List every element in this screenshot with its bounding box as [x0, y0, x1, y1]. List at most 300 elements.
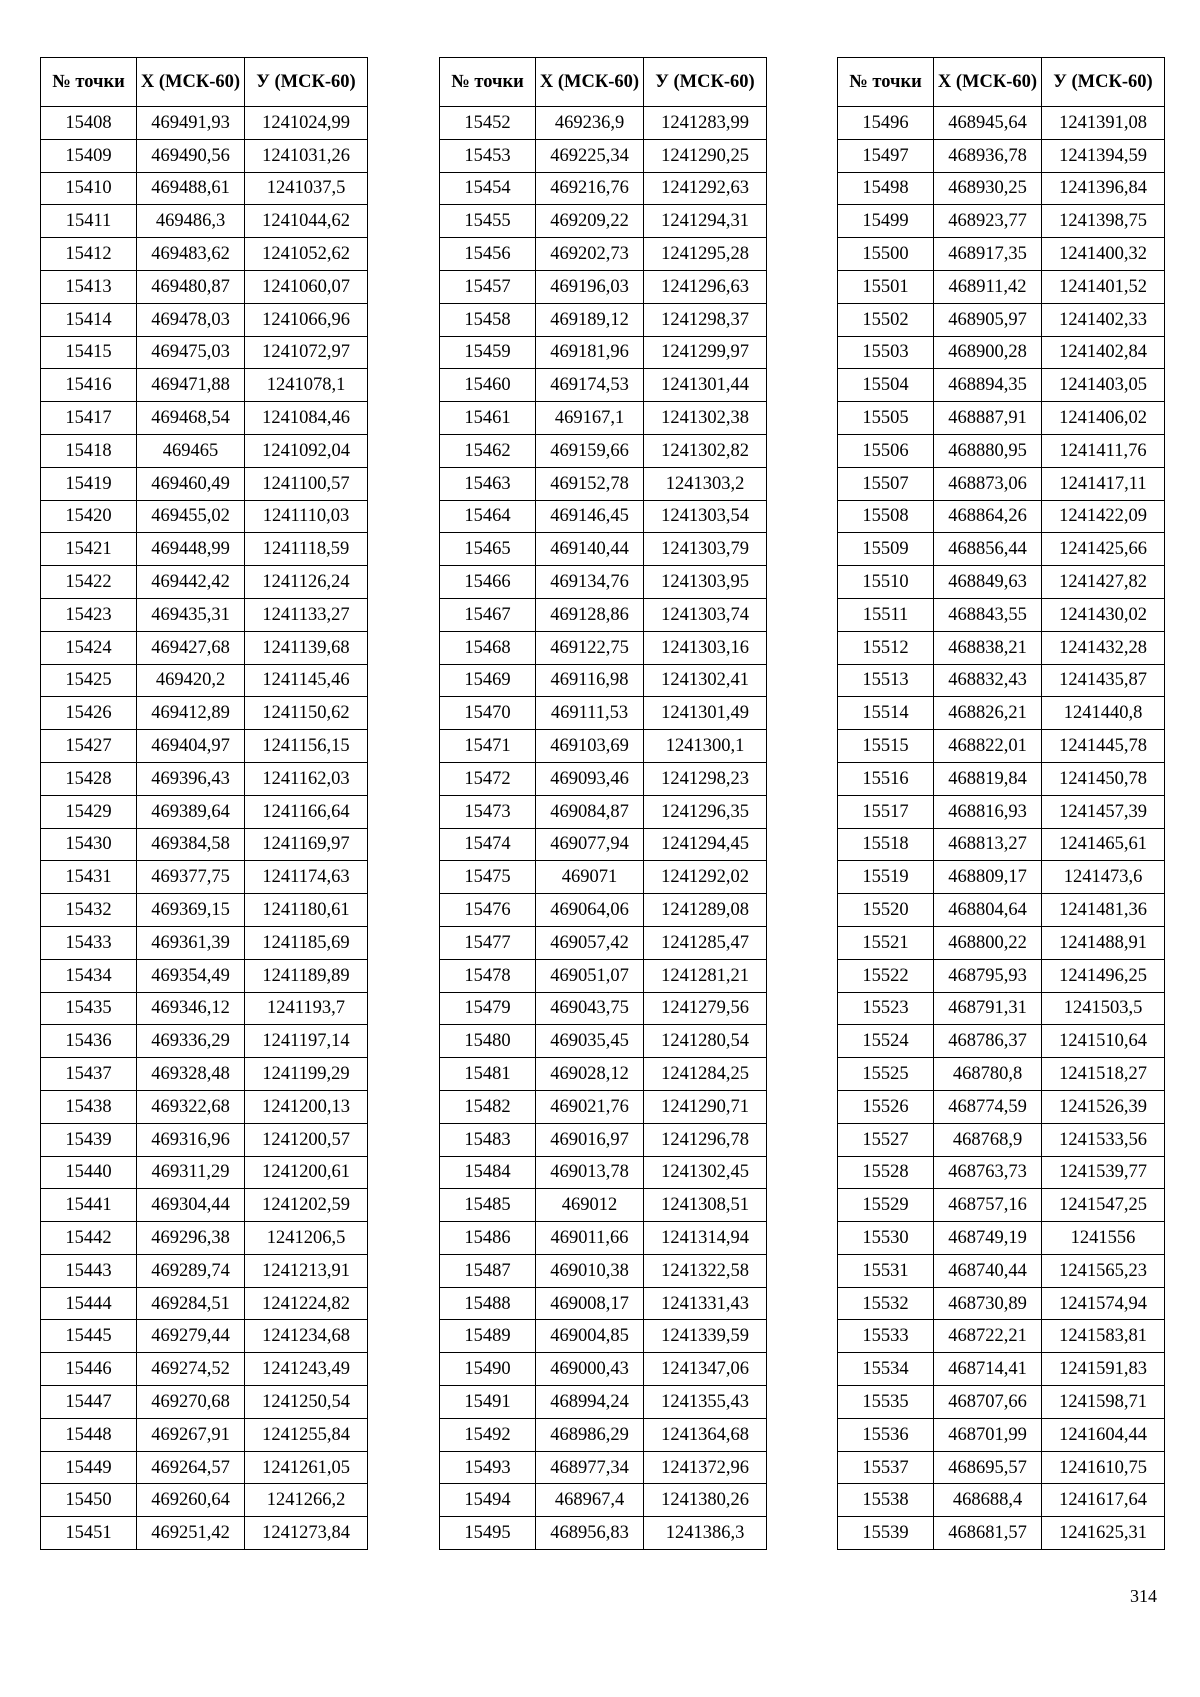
table-row	[838, 1058, 1165, 1091]
point-number-cell: 15486	[440, 1222, 536, 1255]
x-coordinate-cell: 469284,51	[137, 1287, 245, 1320]
table-row	[440, 402, 767, 435]
point-number-cell: 15466	[440, 566, 536, 599]
y-coordinate-cell: 1241430,02	[1042, 598, 1165, 631]
y-coordinate-cell: 1241331,43	[644, 1287, 767, 1320]
point-number-cell: 15443	[41, 1254, 137, 1287]
header-y-coordinate: У (МСК-60)	[1042, 58, 1165, 107]
table-row	[440, 566, 767, 599]
table-row	[440, 1189, 767, 1222]
y-coordinate-cell: 1241299,97	[644, 336, 767, 369]
y-coordinate-cell: 1241292,63	[644, 172, 767, 205]
x-coordinate-cell: 468774,59	[934, 1090, 1042, 1123]
y-coordinate-cell: 1241386,3	[644, 1517, 767, 1550]
y-coordinate-cell: 1241565,23	[1042, 1254, 1165, 1287]
point-number-cell: 15425	[41, 664, 137, 697]
point-number-cell: 15505	[838, 402, 934, 435]
point-number-cell: 15495	[440, 1517, 536, 1550]
x-coordinate-cell: 469448,99	[137, 533, 245, 566]
y-coordinate-cell: 1241432,28	[1042, 631, 1165, 664]
point-number-cell: 15521	[838, 926, 934, 959]
y-coordinate-cell: 1241296,63	[644, 270, 767, 303]
y-coordinate-cell: 1241411,76	[1042, 434, 1165, 467]
table-row	[440, 270, 767, 303]
table-row	[838, 139, 1165, 172]
x-coordinate-cell: 469111,53	[536, 697, 644, 730]
point-number-cell: 15492	[440, 1418, 536, 1451]
table-row	[440, 172, 767, 205]
point-number-cell: 15522	[838, 959, 934, 992]
table-row	[440, 795, 767, 828]
x-coordinate-cell: 469043,75	[536, 992, 644, 1025]
table-row	[838, 1484, 1165, 1517]
table-row	[440, 762, 767, 795]
x-coordinate-cell: 468730,89	[934, 1287, 1042, 1320]
y-coordinate-cell: 1241189,89	[245, 959, 368, 992]
point-number-cell: 15517	[838, 795, 934, 828]
point-number-cell: 15457	[440, 270, 536, 303]
y-coordinate-cell: 1241139,68	[245, 631, 368, 664]
y-coordinate-cell: 1241401,52	[1042, 270, 1165, 303]
x-coordinate-cell: 469251,42	[137, 1517, 245, 1550]
table-row	[838, 1320, 1165, 1353]
y-coordinate-cell: 1241283,99	[644, 107, 767, 140]
x-coordinate-cell: 469274,52	[137, 1353, 245, 1386]
y-coordinate-cell: 1241422,09	[1042, 500, 1165, 533]
x-coordinate-cell: 468838,21	[934, 631, 1042, 664]
point-number-cell: 15479	[440, 992, 536, 1025]
y-coordinate-cell: 1241266,2	[245, 1484, 368, 1517]
table-row	[41, 1222, 368, 1255]
table-row	[440, 1123, 767, 1156]
y-coordinate-cell: 1241510,64	[1042, 1025, 1165, 1058]
y-coordinate-cell: 1241150,62	[245, 697, 368, 730]
x-coordinate-cell: 468887,91	[934, 402, 1042, 435]
table-row	[838, 1287, 1165, 1320]
table-row	[838, 697, 1165, 730]
coordinates-table-3	[837, 57, 1165, 1550]
y-coordinate-cell: 1241322,58	[644, 1254, 767, 1287]
table-row	[440, 664, 767, 697]
y-coordinate-cell: 1241539,77	[1042, 1156, 1165, 1189]
y-coordinate-cell: 1241280,54	[644, 1025, 767, 1058]
table-row	[440, 1090, 767, 1123]
header-x-coordinate: Х (МСК-60)	[934, 58, 1042, 107]
point-number-cell: 15482	[440, 1090, 536, 1123]
table-row	[41, 566, 368, 599]
y-coordinate-cell: 1241372,96	[644, 1451, 767, 1484]
y-coordinate-cell: 1241391,08	[1042, 107, 1165, 140]
table-row	[838, 1156, 1165, 1189]
table-row	[440, 1517, 767, 1550]
x-coordinate-cell: 469369,15	[137, 894, 245, 927]
x-coordinate-cell: 468843,55	[934, 598, 1042, 631]
table-row	[440, 1025, 767, 1058]
table-row	[41, 139, 368, 172]
x-coordinate-cell: 469004,85	[536, 1320, 644, 1353]
x-coordinate-cell: 468763,73	[934, 1156, 1042, 1189]
point-number-cell: 15413	[41, 270, 137, 303]
point-number-cell: 15478	[440, 959, 536, 992]
x-coordinate-cell: 468873,06	[934, 467, 1042, 500]
y-coordinate-cell: 1241078,1	[245, 369, 368, 402]
point-number-cell: 15529	[838, 1189, 934, 1222]
point-number-cell: 15476	[440, 894, 536, 927]
table-header-row	[838, 58, 1165, 107]
table-row	[440, 828, 767, 861]
x-coordinate-cell: 469483,62	[137, 238, 245, 271]
table-row	[41, 533, 368, 566]
table-row	[41, 1025, 368, 1058]
x-coordinate-cell: 469475,03	[137, 336, 245, 369]
table-row	[838, 270, 1165, 303]
table-row	[838, 402, 1165, 435]
table-row	[440, 434, 767, 467]
point-number-cell: 15427	[41, 730, 137, 763]
point-number-cell: 15415	[41, 336, 137, 369]
x-coordinate-cell: 468967,4	[536, 1484, 644, 1517]
x-coordinate-cell: 469064,06	[536, 894, 644, 927]
x-coordinate-cell: 468956,83	[536, 1517, 644, 1550]
point-number-cell: 15462	[440, 434, 536, 467]
table-row	[440, 107, 767, 140]
point-number-cell: 15451	[41, 1517, 137, 1550]
x-coordinate-cell: 469279,44	[137, 1320, 245, 1353]
table-row	[41, 107, 368, 140]
table-row	[440, 205, 767, 238]
point-number-cell: 15487	[440, 1254, 536, 1287]
point-number-cell: 15430	[41, 828, 137, 861]
table-row	[440, 861, 767, 894]
x-coordinate-cell: 468707,66	[934, 1386, 1042, 1419]
header-y-coordinate: У (МСК-60)	[644, 58, 767, 107]
point-number-cell: 15448	[41, 1418, 137, 1451]
point-number-cell: 15525	[838, 1058, 934, 1091]
y-coordinate-cell: 1241180,61	[245, 894, 368, 927]
y-coordinate-cell: 1241488,91	[1042, 926, 1165, 959]
table-row	[838, 369, 1165, 402]
table-row	[41, 1418, 368, 1451]
x-coordinate-cell: 468701,99	[934, 1418, 1042, 1451]
table-row	[440, 303, 767, 336]
x-coordinate-cell: 469071	[536, 861, 644, 894]
y-coordinate-cell: 1241547,25	[1042, 1189, 1165, 1222]
x-coordinate-cell: 468681,57	[934, 1517, 1042, 1550]
x-coordinate-cell: 469384,58	[137, 828, 245, 861]
table-row	[440, 500, 767, 533]
y-coordinate-cell: 1241243,49	[245, 1353, 368, 1386]
table-row	[41, 598, 368, 631]
point-number-cell: 15472	[440, 762, 536, 795]
x-coordinate-cell: 469260,64	[137, 1484, 245, 1517]
table-row	[838, 434, 1165, 467]
point-number-cell: 15455	[440, 205, 536, 238]
header-x-coordinate: Х (МСК-60)	[536, 58, 644, 107]
y-coordinate-cell: 1241166,64	[245, 795, 368, 828]
y-coordinate-cell: 1241052,62	[245, 238, 368, 271]
table-body	[41, 107, 368, 1550]
y-coordinate-cell: 1241473,6	[1042, 861, 1165, 894]
x-coordinate-cell: 469264,57	[137, 1451, 245, 1484]
x-coordinate-cell: 469486,3	[137, 205, 245, 238]
y-coordinate-cell: 1241290,25	[644, 139, 767, 172]
table-row	[41, 434, 368, 467]
y-coordinate-cell: 1241281,21	[644, 959, 767, 992]
point-number-cell: 15490	[440, 1353, 536, 1386]
point-number-cell: 15464	[440, 500, 536, 533]
table-row	[838, 894, 1165, 927]
x-coordinate-cell: 469490,56	[137, 139, 245, 172]
table-row	[440, 598, 767, 631]
y-coordinate-cell: 1241302,38	[644, 402, 767, 435]
y-coordinate-cell: 1241285,47	[644, 926, 767, 959]
table-row	[838, 795, 1165, 828]
x-coordinate-cell: 469057,42	[536, 926, 644, 959]
x-coordinate-cell: 468791,31	[934, 992, 1042, 1025]
point-number-cell: 15494	[440, 1484, 536, 1517]
coordinates-table-1	[40, 57, 368, 1550]
y-coordinate-cell: 1241303,16	[644, 631, 767, 664]
y-coordinate-cell: 1241156,15	[245, 730, 368, 763]
header-x-coordinate: Х (МСК-60)	[137, 58, 245, 107]
table-row	[41, 1287, 368, 1320]
y-coordinate-cell: 1241206,5	[245, 1222, 368, 1255]
x-coordinate-cell: 468722,21	[934, 1320, 1042, 1353]
y-coordinate-cell: 1241301,44	[644, 369, 767, 402]
y-coordinate-cell: 1241200,61	[245, 1156, 368, 1189]
y-coordinate-cell: 1241398,75	[1042, 205, 1165, 238]
y-coordinate-cell: 1241450,78	[1042, 762, 1165, 795]
point-number-cell: 15536	[838, 1418, 934, 1451]
table-row	[838, 1189, 1165, 1222]
table-row	[838, 1123, 1165, 1156]
y-coordinate-cell: 1241289,08	[644, 894, 767, 927]
y-coordinate-cell: 1241294,45	[644, 828, 767, 861]
y-coordinate-cell: 1241425,66	[1042, 533, 1165, 566]
y-coordinate-cell: 1241625,31	[1042, 1517, 1165, 1550]
table-row	[838, 730, 1165, 763]
y-coordinate-cell: 1241290,71	[644, 1090, 767, 1123]
table-row	[440, 1451, 767, 1484]
y-coordinate-cell: 1241193,7	[245, 992, 368, 1025]
x-coordinate-cell: 468849,63	[934, 566, 1042, 599]
x-coordinate-cell: 468905,97	[934, 303, 1042, 336]
table-row	[440, 1156, 767, 1189]
table-row	[838, 172, 1165, 205]
point-number-cell: 15463	[440, 467, 536, 500]
y-coordinate-cell: 1241118,59	[245, 533, 368, 566]
point-number-cell: 15518	[838, 828, 934, 861]
point-number-cell: 15411	[41, 205, 137, 238]
table-header-row	[41, 58, 368, 107]
y-coordinate-cell: 1241583,81	[1042, 1320, 1165, 1353]
point-number-cell: 15452	[440, 107, 536, 140]
x-coordinate-cell: 469404,97	[137, 730, 245, 763]
table-row	[838, 1353, 1165, 1386]
point-number-cell: 15484	[440, 1156, 536, 1189]
x-coordinate-cell: 469322,68	[137, 1090, 245, 1123]
x-coordinate-cell: 469128,86	[536, 598, 644, 631]
point-number-cell: 15537	[838, 1451, 934, 1484]
table-row	[838, 1451, 1165, 1484]
point-number-cell: 15511	[838, 598, 934, 631]
y-coordinate-cell: 1241174,63	[245, 861, 368, 894]
point-number-cell: 15491	[440, 1386, 536, 1419]
y-coordinate-cell: 1241355,43	[644, 1386, 767, 1419]
table-row	[838, 1025, 1165, 1058]
table-row	[41, 467, 368, 500]
x-coordinate-cell: 469084,87	[536, 795, 644, 828]
table-row	[41, 861, 368, 894]
point-number-cell: 15498	[838, 172, 934, 205]
x-coordinate-cell: 469202,73	[536, 238, 644, 271]
y-coordinate-cell: 1241224,82	[245, 1287, 368, 1320]
table-row	[440, 1222, 767, 1255]
point-number-cell: 15501	[838, 270, 934, 303]
y-coordinate-cell: 1241066,96	[245, 303, 368, 336]
point-number-cell: 15428	[41, 762, 137, 795]
x-coordinate-cell: 469011,66	[536, 1222, 644, 1255]
point-number-cell: 15410	[41, 172, 137, 205]
coordinates-table-2	[439, 57, 767, 1550]
table-row	[838, 631, 1165, 664]
x-coordinate-cell: 468945,64	[934, 107, 1042, 140]
point-number-cell: 15440	[41, 1156, 137, 1189]
y-coordinate-cell: 1241200,13	[245, 1090, 368, 1123]
table-row	[41, 1353, 368, 1386]
y-coordinate-cell: 1241301,49	[644, 697, 767, 730]
point-number-cell: 15446	[41, 1353, 137, 1386]
point-number-cell: 15497	[838, 139, 934, 172]
y-coordinate-cell: 1241303,2	[644, 467, 767, 500]
point-number-cell: 15412	[41, 238, 137, 271]
y-coordinate-cell: 1241279,56	[644, 992, 767, 1025]
x-coordinate-cell: 468695,57	[934, 1451, 1042, 1484]
table-row	[838, 598, 1165, 631]
x-coordinate-cell: 469465	[137, 434, 245, 467]
table-row	[41, 959, 368, 992]
point-number-cell: 15520	[838, 894, 934, 927]
y-coordinate-cell: 1241308,51	[644, 1189, 767, 1222]
x-coordinate-cell: 468749,19	[934, 1222, 1042, 1255]
x-coordinate-cell: 468819,84	[934, 762, 1042, 795]
table-row	[838, 762, 1165, 795]
y-coordinate-cell: 1241481,36	[1042, 894, 1165, 927]
y-coordinate-cell: 1241092,04	[245, 434, 368, 467]
x-coordinate-cell: 469389,64	[137, 795, 245, 828]
y-coordinate-cell: 1241202,59	[245, 1189, 368, 1222]
table-row	[440, 1254, 767, 1287]
point-number-cell: 15423	[41, 598, 137, 631]
point-number-cell: 15426	[41, 697, 137, 730]
x-coordinate-cell: 468936,78	[934, 139, 1042, 172]
table-row	[41, 762, 368, 795]
x-coordinate-cell: 469296,38	[137, 1222, 245, 1255]
table-row	[838, 467, 1165, 500]
page-number: 314	[1130, 1586, 1157, 1606]
table-row	[41, 238, 368, 271]
point-number-cell: 15439	[41, 1123, 137, 1156]
point-number-cell: 15453	[440, 139, 536, 172]
table-row	[41, 1156, 368, 1189]
y-coordinate-cell: 1241133,27	[245, 598, 368, 631]
x-coordinate-cell: 469122,75	[536, 631, 644, 664]
x-coordinate-cell: 469471,88	[137, 369, 245, 402]
table-row	[440, 697, 767, 730]
point-number-cell: 15456	[440, 238, 536, 271]
table-row	[41, 926, 368, 959]
point-number-cell: 15420	[41, 500, 137, 533]
y-coordinate-cell: 1241031,26	[245, 139, 368, 172]
y-coordinate-cell: 1241213,91	[245, 1254, 368, 1287]
y-coordinate-cell: 1241496,25	[1042, 959, 1165, 992]
x-coordinate-cell: 468740,44	[934, 1254, 1042, 1287]
point-number-cell: 15510	[838, 566, 934, 599]
point-number-cell: 15417	[41, 402, 137, 435]
y-coordinate-cell: 1241303,79	[644, 533, 767, 566]
x-coordinate-cell: 469435,31	[137, 598, 245, 631]
y-coordinate-cell: 1241037,5	[245, 172, 368, 205]
point-number-cell: 15533	[838, 1320, 934, 1353]
table-row	[440, 1287, 767, 1320]
x-coordinate-cell: 469140,44	[536, 533, 644, 566]
table-row	[41, 369, 368, 402]
x-coordinate-cell: 469077,94	[536, 828, 644, 861]
table-row	[41, 1189, 368, 1222]
table-row	[41, 1484, 368, 1517]
point-number-cell: 15475	[440, 861, 536, 894]
table-row	[838, 205, 1165, 238]
x-coordinate-cell: 468780,8	[934, 1058, 1042, 1091]
table-row	[41, 992, 368, 1025]
y-coordinate-cell: 1241295,28	[644, 238, 767, 271]
x-coordinate-cell: 469377,75	[137, 861, 245, 894]
x-coordinate-cell: 469013,78	[536, 1156, 644, 1189]
point-number-cell: 15493	[440, 1451, 536, 1484]
table-row	[41, 1123, 368, 1156]
x-coordinate-cell: 469468,54	[137, 402, 245, 435]
point-number-cell: 15409	[41, 139, 137, 172]
x-coordinate-cell: 468822,01	[934, 730, 1042, 763]
point-number-cell: 15442	[41, 1222, 137, 1255]
y-coordinate-cell: 1241303,74	[644, 598, 767, 631]
y-coordinate-cell: 1241255,84	[245, 1418, 368, 1451]
table-row	[838, 1418, 1165, 1451]
table-row	[41, 795, 368, 828]
table-row	[440, 1484, 767, 1517]
y-coordinate-cell: 1241199,29	[245, 1058, 368, 1091]
y-coordinate-cell: 1241617,64	[1042, 1484, 1165, 1517]
point-number-cell: 15437	[41, 1058, 137, 1091]
point-number-cell: 15408	[41, 107, 137, 140]
x-coordinate-cell: 469189,12	[536, 303, 644, 336]
header-y-coordinate: У (МСК-60)	[245, 58, 368, 107]
point-number-cell: 15506	[838, 434, 934, 467]
point-number-cell: 15489	[440, 1320, 536, 1353]
point-number-cell: 15485	[440, 1189, 536, 1222]
table-row	[41, 1517, 368, 1550]
x-coordinate-cell: 469412,89	[137, 697, 245, 730]
x-coordinate-cell: 468786,37	[934, 1025, 1042, 1058]
point-number-cell: 15418	[41, 434, 137, 467]
table-header-row	[440, 58, 767, 107]
point-number-cell: 15450	[41, 1484, 137, 1517]
point-number-cell: 15514	[838, 697, 934, 730]
table-row	[838, 992, 1165, 1025]
point-number-cell: 15502	[838, 303, 934, 336]
y-coordinate-cell: 1241400,32	[1042, 238, 1165, 271]
x-coordinate-cell: 468911,42	[934, 270, 1042, 303]
